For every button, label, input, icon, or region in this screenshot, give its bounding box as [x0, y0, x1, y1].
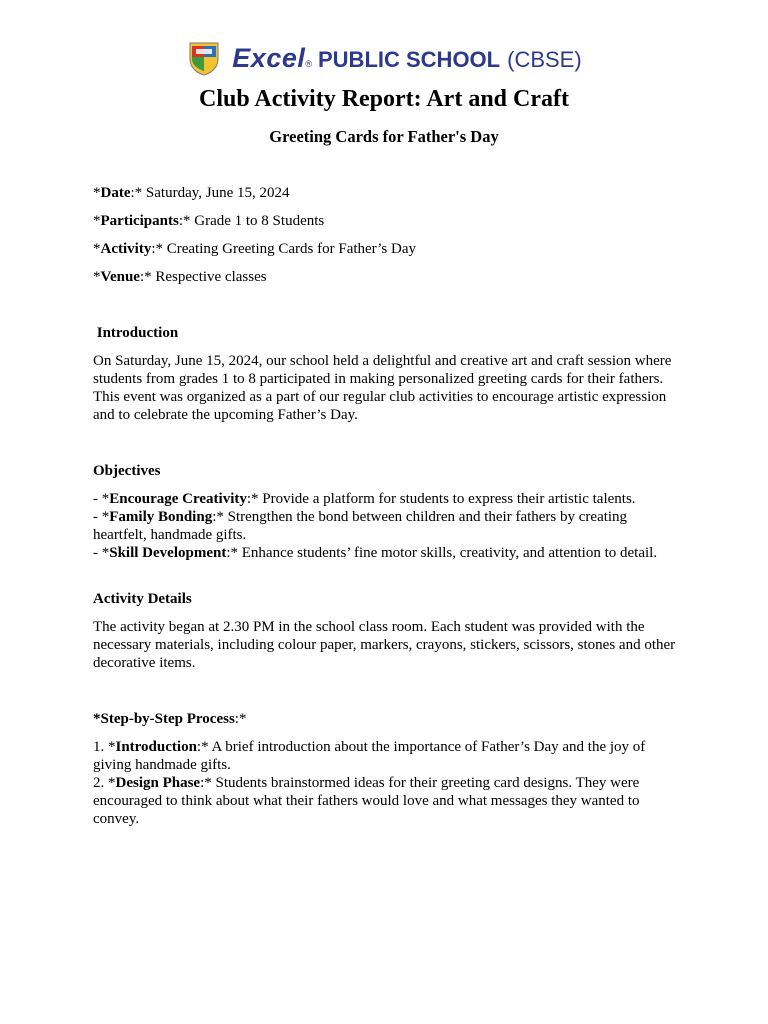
- meta-participants-value: :* Grade 1 to 8 Students: [178, 213, 325, 229]
- objective-item: - *Skill Development:* Enhance students’ fine motor skills, creativity, and attention to detail.: [93, 545, 658, 561]
- meta-venue: *Venue:* Respective classes: [93, 269, 267, 285]
- process-step-number: 1. *: [93, 739, 116, 755]
- process-step-label: Introduction: [115, 739, 197, 755]
- objective-text: :* Provide a platform for students to express their artistic talents.: [246, 491, 636, 507]
- objective-item: - *Encourage Creativity:* Provide a platform for students to express their artistic talents.: [93, 491, 636, 507]
- meta-date-value: :* Saturday, June 15, 2024: [130, 185, 290, 201]
- process-step: [93, 738, 683, 774]
- objective-label: Family Bonding: [109, 509, 213, 525]
- report-subtitle: Greeting Cards for Father's Day: [269, 127, 499, 146]
- brand-registered-mark: ®: [305, 58, 312, 69]
- introduction-heading: Introduction: [93, 325, 179, 341]
- meta-venue-label: Venue: [100, 269, 140, 285]
- introduction-text: On Saturday, June 15, 2024, our school held a delightful and creative art and craft session where students from grades 1 to 8 participated in making personalized greeting cards for their fathers. This event was organized as a part of our regular club activities to encourage artistic expression and to celebrate the upcoming Father’s Day.: [93, 353, 672, 423]
- meta-activity-value: :* Creating Greeting Cards for Father’s Day: [151, 241, 416, 257]
- objective-text: :* Enhance students’ fine motor skills, creativity, and attention to detail.: [226, 545, 658, 561]
- section-objectives: [93, 462, 683, 562]
- process-step: [93, 774, 683, 828]
- page-header: [0, 38, 768, 78]
- school-logo: [186, 40, 581, 76]
- activity-details-heading: Activity Details: [93, 591, 192, 607]
- process-step-text: :* Students brainstormed ideas for their greeting card designs. They were encouraged to think about what their fathers would love and what messages they wanted to convey.: [93, 775, 640, 827]
- objective-label: Skill Development: [109, 545, 227, 561]
- section-activity-details: [93, 590, 683, 672]
- objective-text: :* Strengthen the bond between children and their fathers by creating heartfelt, handmade gifts.: [93, 509, 628, 543]
- school-name: [232, 43, 581, 74]
- meta-venue-value: :* Respective classes: [139, 269, 267, 285]
- meta-date: *Date:* Saturday, June 15, 2024: [93, 185, 290, 201]
- brand-excel: Excel: [232, 42, 306, 73]
- process-step-number: 2. *: [93, 775, 116, 791]
- school-crest-icon: [186, 40, 222, 76]
- objective-label: Encourage Creativity: [109, 491, 247, 507]
- meta-participants: *Participants:* Grade 1 to 8 Students: [93, 213, 325, 229]
- report-title: Club Activity Report: Art and Craft: [199, 86, 569, 112]
- meta-activity: *Activity:* Creating Greeting Cards for Father’s Day: [93, 241, 416, 257]
- process-heading-label: Step-by-Step Process: [100, 711, 235, 727]
- process-heading: *Step-by-Step Process:*: [93, 711, 247, 727]
- meta-participants-label: Participants: [100, 213, 179, 229]
- process-step-label: Design Phase: [115, 775, 201, 791]
- brand-public-school: PUBLIC SCHOOL: [318, 46, 501, 72]
- meta-date-label: Date: [100, 185, 131, 201]
- objective-item: - *Family Bonding:* Strengthen the bond between children and their fathers by creating heartfelt, handmade gifts.: [93, 509, 628, 543]
- process-heading-suffix: :*: [234, 711, 247, 727]
- objectives-heading: Objectives: [93, 463, 161, 479]
- brand-cbse: (CBSE): [507, 46, 582, 72]
- activity-details-text: The activity began at 2.30 PM in the school class room. Each student was provided with the necessary materials, including colour paper, markers, crayons, stickers, scissors, stones and other decorative items.: [93, 619, 676, 671]
- report-body: [93, 184, 683, 828]
- meta-activity-label: Activity: [100, 241, 152, 257]
- meta-block: [93, 184, 683, 286]
- section-process: [93, 710, 683, 828]
- process-step-text: :* A brief introduction about the importance of Father’s Day and the joy of giving handmade gifts.: [93, 739, 646, 773]
- section-introduction: [93, 324, 683, 424]
